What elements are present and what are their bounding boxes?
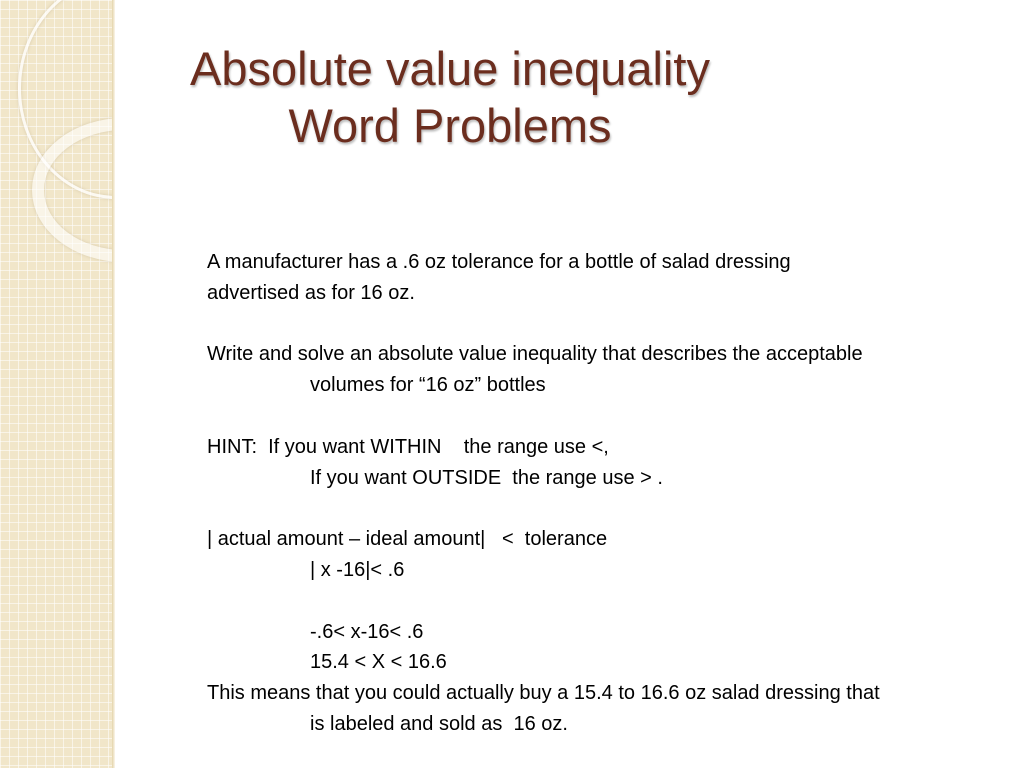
slide-title — [130, 40, 770, 154]
conclusion-line-2: is labeled and sold as 16 oz. — [310, 712, 568, 735]
blank-line — [207, 309, 1007, 340]
equation-line-2: -.6< x-16< .6 — [310, 620, 424, 643]
conclusion-line-1: This means that you could actually buy a 15.4 to 16.6 oz salad dressing that — [207, 682, 880, 705]
equation-line-1: | x -16|< .6 — [310, 558, 405, 581]
blank-line — [207, 586, 1007, 617]
formula-line: | actual amount – ideal amount| < tolerance — [207, 528, 608, 551]
equation-line-3: 15.4 < X < 16.6 — [310, 651, 447, 674]
title-line-1: Absolute value inequality — [190, 42, 710, 95]
hint-line-2: If you want OUTSIDE the range use > . — [310, 466, 663, 489]
title-line-2: Word Problems — [288, 99, 612, 152]
decorative-sidebar — [0, 0, 112, 768]
task-line-1: Write and solve an absolute value inequality that describes the acceptable — [207, 343, 863, 366]
problem-line-1: A manufacturer has a .6 oz tolerance for a bottle of salad dressing — [207, 251, 791, 273]
hint-line-1: HINT: If you want WITHIN the range use <, — [207, 435, 609, 458]
blank-line — [207, 493, 1007, 524]
sidebar-edge — [112, 0, 115, 768]
problem-line-2: advertised as for 16 oz. — [207, 281, 415, 304]
task-line-2: volumes for “16 oz” bottles — [310, 374, 546, 397]
blank-line — [207, 401, 1007, 432]
slide-body — [207, 247, 1007, 740]
